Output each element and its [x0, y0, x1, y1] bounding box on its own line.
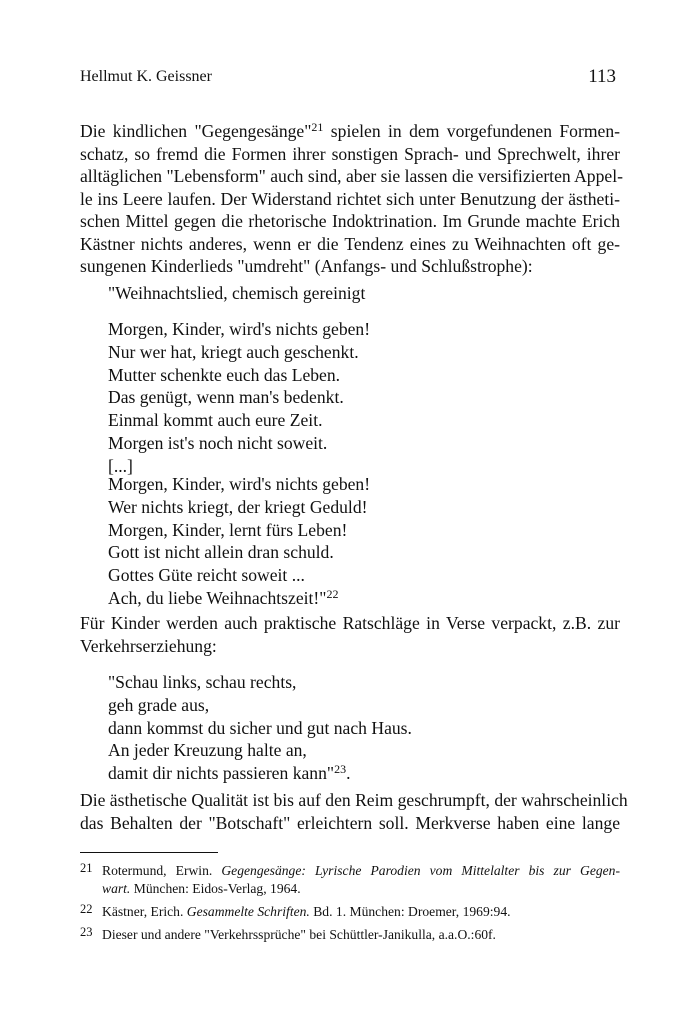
poem-line: Morgen, Kinder, lernt fürs Leben!	[108, 519, 348, 540]
poem-stanza-1	[108, 318, 370, 478]
paragraph-1	[80, 120, 623, 278]
footnote-ref-23: 23	[334, 762, 347, 777]
footnote-22: 22 Kästner, Erich. Gesammelte Schriften. Bd. 1. München: Droemer, 1969:94.	[80, 902, 511, 919]
page-number: 113	[588, 66, 616, 87]
footnote-ref-22: 22	[326, 586, 339, 601]
footnotes	[80, 862, 620, 949]
poem-line: Einmal kommt auch eure Zeit.	[108, 410, 323, 431]
poem-line: "Schau links, schau rechts,	[108, 672, 297, 692]
footnote-ref-21: 21	[311, 120, 324, 134]
poem-line: Morgen, Kinder, wird's nichts geben!	[108, 319, 371, 339]
header-author: Hellmut K. Geissner	[80, 68, 212, 85]
paragraph-3-line: das Behalten der "Botschaft" erleichtern soll. Merkverse haben eine lange	[80, 812, 620, 833]
footnote-21: 21 Rotermund, Erwin. Gegengesänge: Lyrische Parodien vom Mittelalter bis zur Gegen- wart. München: Eidos-Verlag, 1964.	[80, 861, 621, 896]
footnote-number: 23	[80, 925, 93, 939]
poem-line: Ach, du liebe Weihnachtszeit!"$^{22}$	[108, 586, 339, 608]
paragraph-1-line: schatz, so fremd die Formen ihrer sonstigen Sprach- und Sprechwelt, ihrer	[80, 143, 620, 164]
poem-line: Wer nichts kriegt, der kriegt Geduld!	[108, 496, 368, 517]
paragraph-1-line: schen Mittel gegen die rhetorische Indoktrination. Im Grunde machte Erich	[80, 211, 620, 231]
poem-ellipsis: [...]	[108, 455, 133, 476]
footnote-23: 23 Dieser und andere "Verkehrssprüche" bei Schüttler-Janikulla, a.a.O.:60f.	[80, 925, 496, 942]
poem-stanza-2	[108, 473, 370, 610]
poem-line: Gottes Güte reicht soweit ...	[108, 565, 305, 586]
poem-traffic-rhyme	[108, 671, 412, 785]
poem-line: Das genügt, wenn man's bedenkt.	[108, 387, 344, 408]
paragraph-1-line: le ins Leere laufen. Der Widerstand richtet sich unter Benutzung der ästheti-	[80, 188, 620, 209]
paragraph-1-line: alltäglichen "Lebensform" auch sind, aber sie lassen die versifizierten Appel-	[80, 166, 623, 186]
footnote-number: 22	[80, 902, 93, 916]
paragraph-3	[80, 789, 628, 834]
paragraph-2	[80, 612, 620, 657]
paragraph-1-line: sungenen Kinderlieds "umdreht" (Anfangs- und Schlußstrophe):	[80, 256, 533, 276]
poem-line: dann kommst du sicher und gut nach Haus.	[108, 717, 412, 738]
poem-line: geh grade aus,	[108, 694, 210, 715]
footnote-separator	[80, 852, 218, 853]
paragraph-2-line: Verkehrserziehung:	[80, 635, 217, 656]
poem-line: Mutter schenkte euch das Leben.	[108, 364, 341, 385]
paragraph-2-line: Für Kinder werden auch praktische Ratschläge in Verse verpackt, z.B. zur	[80, 613, 620, 633]
paragraph-1-line: Kästner nichts anderes, wenn er die Tendenz eines zu Weihnachten oft ge-	[80, 233, 620, 254]
footnote-number: 21	[80, 861, 93, 875]
poem-line: Gott ist nicht allein dran schuld.	[108, 542, 334, 563]
poem-line: Nur wer hat, kriegt auch geschenkt.	[108, 341, 359, 362]
poem-line: damit dir nichts passieren kann"$^{23}$.	[108, 762, 351, 784]
paragraph-1-line: Die kindlichen "Gegengesänge"$^{21}$ spielen in dem vorgefundenen Formen-	[80, 120, 620, 141]
poem-line: Morgen, Kinder, wird's nichts geben!	[108, 474, 371, 494]
poem-title: "Weihnachtslied, chemisch gereinigt	[108, 283, 366, 303]
poem-line: Morgen ist's noch nicht soweit.	[108, 432, 328, 453]
paragraph-3-line: Die ästhetische Qualität ist bis auf den Reim geschrumpft, der wahrscheinlich	[80, 790, 628, 810]
running-header	[80, 68, 616, 92]
poem-line: An jeder Kreuzung halte an,	[108, 740, 307, 761]
